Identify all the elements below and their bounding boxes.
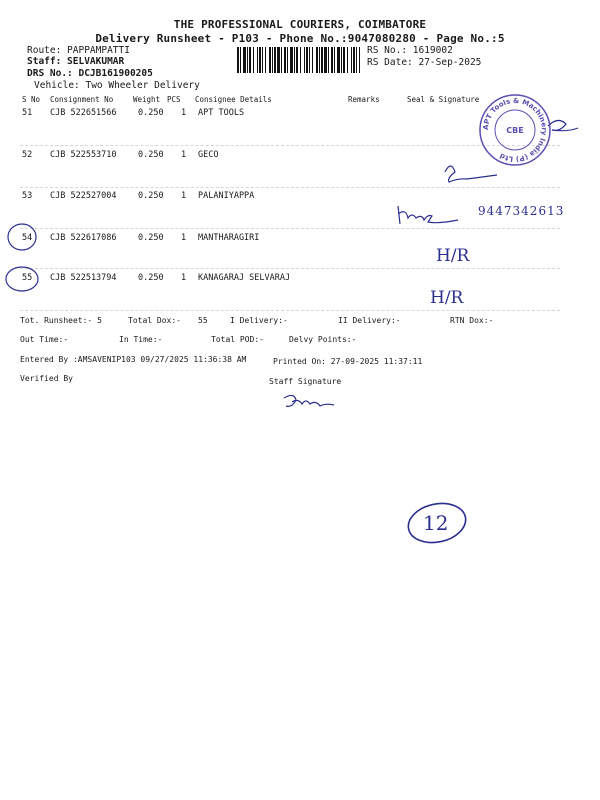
staff-signature-label: Staff Signature <box>269 377 342 386</box>
rtn-dox: RTN Dox:- <box>450 316 494 325</box>
row-pcs: 1 <box>181 233 187 243</box>
row-consignee: MANTHARAGIRI <box>198 233 260 243</box>
col-pcs: PCS <box>167 95 181 104</box>
entered-by: Entered By :AMSAVENIP103 09/27/2025 11:36:38 AM <box>20 355 247 364</box>
document-subtitle: Delivery Runsheet - P103 - Phone No.:9047080280 - Page No.:5 <box>95 32 505 45</box>
seal-ring-text: APT Tools & Machinery India (P) Ltd <box>481 96 549 164</box>
rs-date: RS Date: 27-Sep-2025 <box>367 57 482 68</box>
row-pcs: 1 <box>181 191 187 201</box>
col-seal-signature: Seal & Signature <box>407 95 480 104</box>
printed-on: Printed On: 27-09-2025 11:37:11 <box>273 357 423 366</box>
row-consignee: KANAGARAJ SELVARAJ <box>198 273 291 283</box>
row-weight: 0.250 <box>138 191 164 201</box>
total-pod: Total POD:- <box>211 335 264 344</box>
document-title: THE PROFESSIONAL COURIERS, COIMBATORE <box>173 18 427 31</box>
row-sno: 55 <box>22 273 33 283</box>
seal-center-text: CBE <box>506 126 524 135</box>
col-consignee: Consignee Details <box>195 95 272 104</box>
row-consignee: APT TOOLS <box>198 108 245 118</box>
row-pcs: 1 <box>181 150 187 160</box>
total-runsheet: Tot. Runsheet:- 5 <box>20 316 102 325</box>
i-delivery: I Delivery:- <box>230 316 288 325</box>
rs-number: RS No.: 1619002 <box>367 45 453 56</box>
company-seal <box>478 93 552 167</box>
row-pcs: 1 <box>181 273 187 283</box>
row-consignment: CJB 522553710 <box>50 150 117 160</box>
row-consignment: CJB 522513794 <box>50 273 117 283</box>
staff-label: Staff: SELVAKUMAR <box>27 56 125 67</box>
row-sno: 51 <box>22 108 33 118</box>
col-remarks: Remarks <box>348 95 380 104</box>
handwritten-hr-row55: H/R <box>430 288 464 308</box>
row-weight: 0.250 <box>138 233 164 243</box>
row-consignee: GECO <box>198 150 219 160</box>
row-sno: 53 <box>22 191 33 201</box>
col-consignment: Consignment No <box>50 95 114 104</box>
col-sno: S No <box>22 95 41 104</box>
row-sno: 54 <box>22 233 33 243</box>
row-pcs: 1 <box>181 108 187 118</box>
drs-number: DRS No.: DCJB161900205 <box>27 68 153 79</box>
row-consignment: CJB 522617086 <box>50 233 117 243</box>
route-label: Route: PAPPAMPATTI <box>27 45 130 56</box>
in-time: In Time:- <box>119 335 163 344</box>
ii-delivery: II Delivery:- <box>338 316 401 325</box>
row-weight: 0.250 <box>138 150 164 160</box>
col-weight: Weight <box>133 95 161 104</box>
out-time: Out Time:- <box>20 335 69 344</box>
row-weight: 0.250 <box>138 273 164 283</box>
row-weight: 0.250 <box>138 108 164 118</box>
row-consignment: CJB 522527004 <box>50 191 117 201</box>
verified-by: Verified By <box>20 374 73 383</box>
total-dox-label: Total Dox:- <box>128 316 181 325</box>
handwritten-phone: 9447342613 <box>478 204 565 218</box>
vehicle-label: Vehicle: Two Wheeler Delivery <box>34 80 200 91</box>
delvy-points: Delvy Points:- <box>289 335 357 344</box>
row-consignment: CJB 522651566 <box>50 108 117 118</box>
row-sno: 52 <box>22 150 33 160</box>
handwritten-page-number: 12 <box>423 511 449 535</box>
row-consignee: PALANIYAPPA <box>198 191 255 201</box>
total-dox-value: 55 <box>198 316 208 325</box>
handwritten-hr-row54: H/R <box>436 246 470 266</box>
